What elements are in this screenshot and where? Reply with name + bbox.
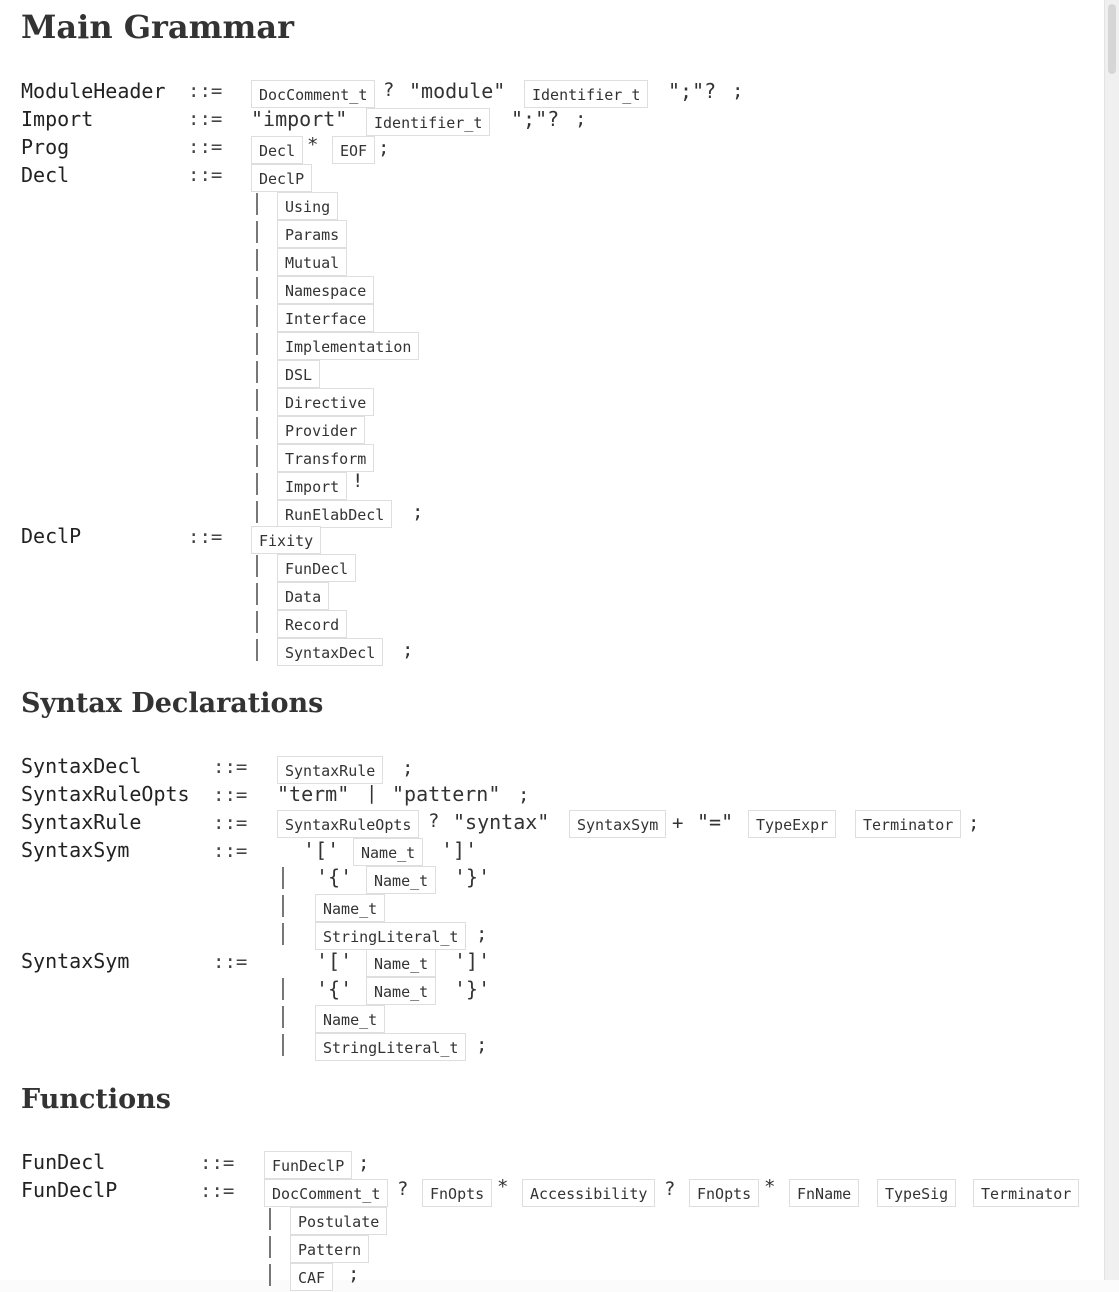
alternative-bar (256, 473, 258, 495)
nonterminal-syntaxruleopts: SyntaxRuleOpts (21, 782, 190, 806)
ref-fundeclp[interactable]: FunDeclP (264, 1151, 352, 1179)
ref-name[interactable]: Name_t (366, 977, 436, 1005)
definition-symbol: ::= (200, 1152, 235, 1174)
definition-symbol: ::= (213, 756, 248, 778)
definition-symbol: ::= (213, 812, 248, 834)
literal-open-bracket: '[' (303, 838, 340, 862)
ref-pattern[interactable]: Pattern (290, 1235, 369, 1263)
ref-provider[interactable]: Provider (277, 416, 365, 444)
scrollbar-thumb[interactable] (1108, 4, 1116, 74)
nonterminal-fundeclp: FunDeclP (21, 1178, 118, 1202)
ref-decl[interactable]: Decl (251, 136, 303, 164)
bang-operator: ! (352, 470, 364, 492)
ref-identifier[interactable]: Identifier_t (366, 108, 490, 136)
alternative-bar (256, 193, 258, 215)
alternative-operator: | (366, 782, 378, 804)
ref-fundecl[interactable]: FunDecl (277, 554, 356, 582)
ref-postulate[interactable]: Postulate (290, 1207, 387, 1235)
alternative-bar (282, 867, 284, 889)
ref-directive[interactable]: Directive (277, 388, 374, 416)
definition-symbol: ::= (213, 840, 248, 862)
ref-stringliteral[interactable]: StringLiteral_t (315, 922, 466, 950)
ref-syntaxdecl[interactable]: SyntaxDecl (277, 638, 383, 666)
literal-semicolon-opt: ";"? (511, 107, 560, 131)
alternative-bar (282, 1034, 284, 1056)
alternative-bar (282, 923, 284, 945)
ref-typeexpr[interactable]: TypeExpr (748, 810, 836, 838)
definition-symbol: ::= (188, 136, 223, 158)
nonterminal-prog: Prog (21, 135, 70, 159)
repeat-operator: * (307, 134, 319, 156)
ref-interface[interactable]: Interface (277, 304, 374, 332)
ref-namespace[interactable]: Namespace (277, 276, 374, 304)
alternative-bar (256, 639, 258, 661)
ref-fnopts[interactable]: FnOpts (689, 1179, 759, 1207)
vertical-scrollbar[interactable] (1104, 0, 1119, 1280)
nonterminal-fundecl: FunDecl (21, 1150, 106, 1174)
ref-terminator[interactable]: Terminator (855, 810, 961, 838)
ref-syntaxrule[interactable]: SyntaxRule (277, 756, 383, 784)
definition-symbol: ::= (188, 526, 223, 548)
ref-doccomment[interactable]: DocComment_t (264, 1179, 388, 1207)
optional-operator: ? (397, 1178, 409, 1200)
literal-semicolon-opt: ";"? (668, 79, 717, 103)
ref-data[interactable]: Data (277, 582, 329, 610)
literal-import: "import" (251, 107, 348, 131)
nonterminal-syntaxdecl: SyntaxDecl (21, 754, 142, 778)
nonterminal-declp: DeclP (21, 524, 82, 548)
rule-terminator: ; (575, 108, 587, 130)
alternative-bar (256, 583, 258, 605)
alternative-bar (256, 333, 258, 355)
ref-dsl[interactable]: DSL (277, 360, 320, 388)
heading-syntax-declarations: Syntax Declarations (21, 688, 324, 719)
rule-terminator: ; (732, 80, 744, 102)
rule-terminator: ; (402, 639, 414, 661)
repeat-operator: * (764, 1176, 776, 1198)
definition-symbol: ::= (213, 784, 248, 806)
ref-terminator[interactable]: Terminator (973, 1179, 1079, 1207)
alternative-bar (256, 277, 258, 299)
rule-terminator: ; (412, 501, 424, 523)
literal-open-bracket: '[' (316, 949, 353, 973)
literal-pattern: "pattern" (392, 782, 501, 806)
rule-terminator: ; (348, 1263, 360, 1285)
heading-main-grammar: Main Grammar (21, 8, 294, 46)
alternative-bar (282, 895, 284, 917)
ref-name[interactable]: Name_t (315, 894, 385, 922)
rule-terminator: ; (402, 757, 414, 779)
optional-operator: ? (664, 1178, 676, 1200)
definition-symbol: ::= (188, 80, 223, 102)
literal-close-bracket: ']' (441, 838, 478, 862)
ref-fnname[interactable]: FnName (789, 1179, 859, 1207)
rule-terminator: ; (476, 923, 488, 945)
ref-record[interactable]: Record (277, 610, 347, 638)
ref-params[interactable]: Params (277, 220, 347, 248)
nonterminal-import: Import (21, 107, 94, 131)
definition-symbol: ::= (213, 951, 248, 973)
ref-fixity[interactable]: Fixity (251, 526, 321, 554)
rule-terminator: ; (358, 1152, 370, 1174)
alternative-bar (269, 1208, 271, 1230)
literal-open-brace: '{' (316, 865, 353, 889)
nonterminal-syntaxrule: SyntaxRule (21, 810, 142, 834)
ref-declp[interactable]: DeclP (251, 164, 312, 192)
nonterminal-syntaxsym: SyntaxSym (21, 949, 130, 973)
nonterminal-decl: Decl (21, 163, 70, 187)
alternative-bar (256, 249, 258, 271)
rule-terminator: ; (968, 812, 980, 834)
rule-terminator: ; (476, 1034, 488, 1056)
ref-mutual[interactable]: Mutual (277, 248, 347, 276)
ref-syntaxruleopts[interactable]: SyntaxRuleOpts (277, 810, 419, 838)
ref-using[interactable]: Using (277, 192, 338, 220)
literal-open-brace: '{' (316, 977, 353, 1001)
ref-caf[interactable]: CAF (290, 1263, 333, 1291)
ref-eof[interactable]: EOF (332, 136, 375, 164)
repeat-operator: * (497, 1176, 509, 1198)
alternative-bar (282, 978, 284, 1000)
alternative-bar (282, 1006, 284, 1028)
literal-close-brace: '}' (454, 865, 491, 889)
literal-equals: "=" (697, 810, 734, 834)
one-or-more-operator: + (672, 812, 684, 834)
ref-stringliteral[interactable]: StringLiteral_t (315, 1033, 466, 1061)
literal-term: "term" (277, 782, 350, 806)
ref-fnopts[interactable]: FnOpts (422, 1179, 492, 1207)
ref-accessibility[interactable]: Accessibility (522, 1179, 655, 1207)
definition-symbol: ::= (188, 108, 223, 130)
alternative-bar (256, 417, 258, 439)
definition-symbol: ::= (200, 1180, 235, 1202)
ref-transform[interactable]: Transform (277, 444, 374, 472)
rule-terminator: ; (378, 137, 390, 159)
ref-runelabdecl[interactable]: RunElabDecl (277, 500, 392, 528)
definition-symbol: ::= (188, 164, 223, 186)
optional-operator: ? (428, 810, 440, 832)
ref-doccomment[interactable]: DocComment_t (251, 80, 375, 108)
ref-identifier[interactable]: Identifier_t (524, 80, 648, 108)
ref-implementation[interactable]: Implementation (277, 332, 419, 360)
nonterminal-module-header: ModuleHeader (21, 79, 166, 103)
ref-import[interactable]: Import (277, 472, 347, 500)
alternative-bar (256, 555, 258, 577)
nonterminal-syntaxsym: SyntaxSym (21, 838, 130, 862)
ref-name[interactable]: Name_t (366, 866, 436, 894)
ref-name[interactable]: Name_t (353, 838, 423, 866)
ref-name[interactable]: Name_t (366, 949, 436, 977)
literal-syntax: "syntax" (453, 810, 550, 834)
optional-operator: ? (383, 79, 395, 101)
rule-terminator: ; (518, 784, 530, 806)
alternative-bar (269, 1264, 271, 1286)
alternative-bar (269, 1236, 271, 1258)
literal-close-brace: '}' (454, 977, 491, 1001)
alternative-bar (256, 361, 258, 383)
alternative-bar (256, 389, 258, 411)
alternative-bar (256, 221, 258, 243)
ref-typesig[interactable]: TypeSig (877, 1179, 956, 1207)
heading-functions: Functions (21, 1084, 171, 1115)
alternative-bar (256, 305, 258, 327)
alternative-bar (256, 611, 258, 633)
alternative-bar (256, 445, 258, 467)
ref-name[interactable]: Name_t (315, 1005, 385, 1033)
ref-syntaxsym[interactable]: SyntaxSym (569, 810, 666, 838)
literal-close-bracket: ']' (454, 949, 491, 973)
literal-module: "module" (409, 79, 506, 103)
alternative-bar (256, 501, 258, 523)
